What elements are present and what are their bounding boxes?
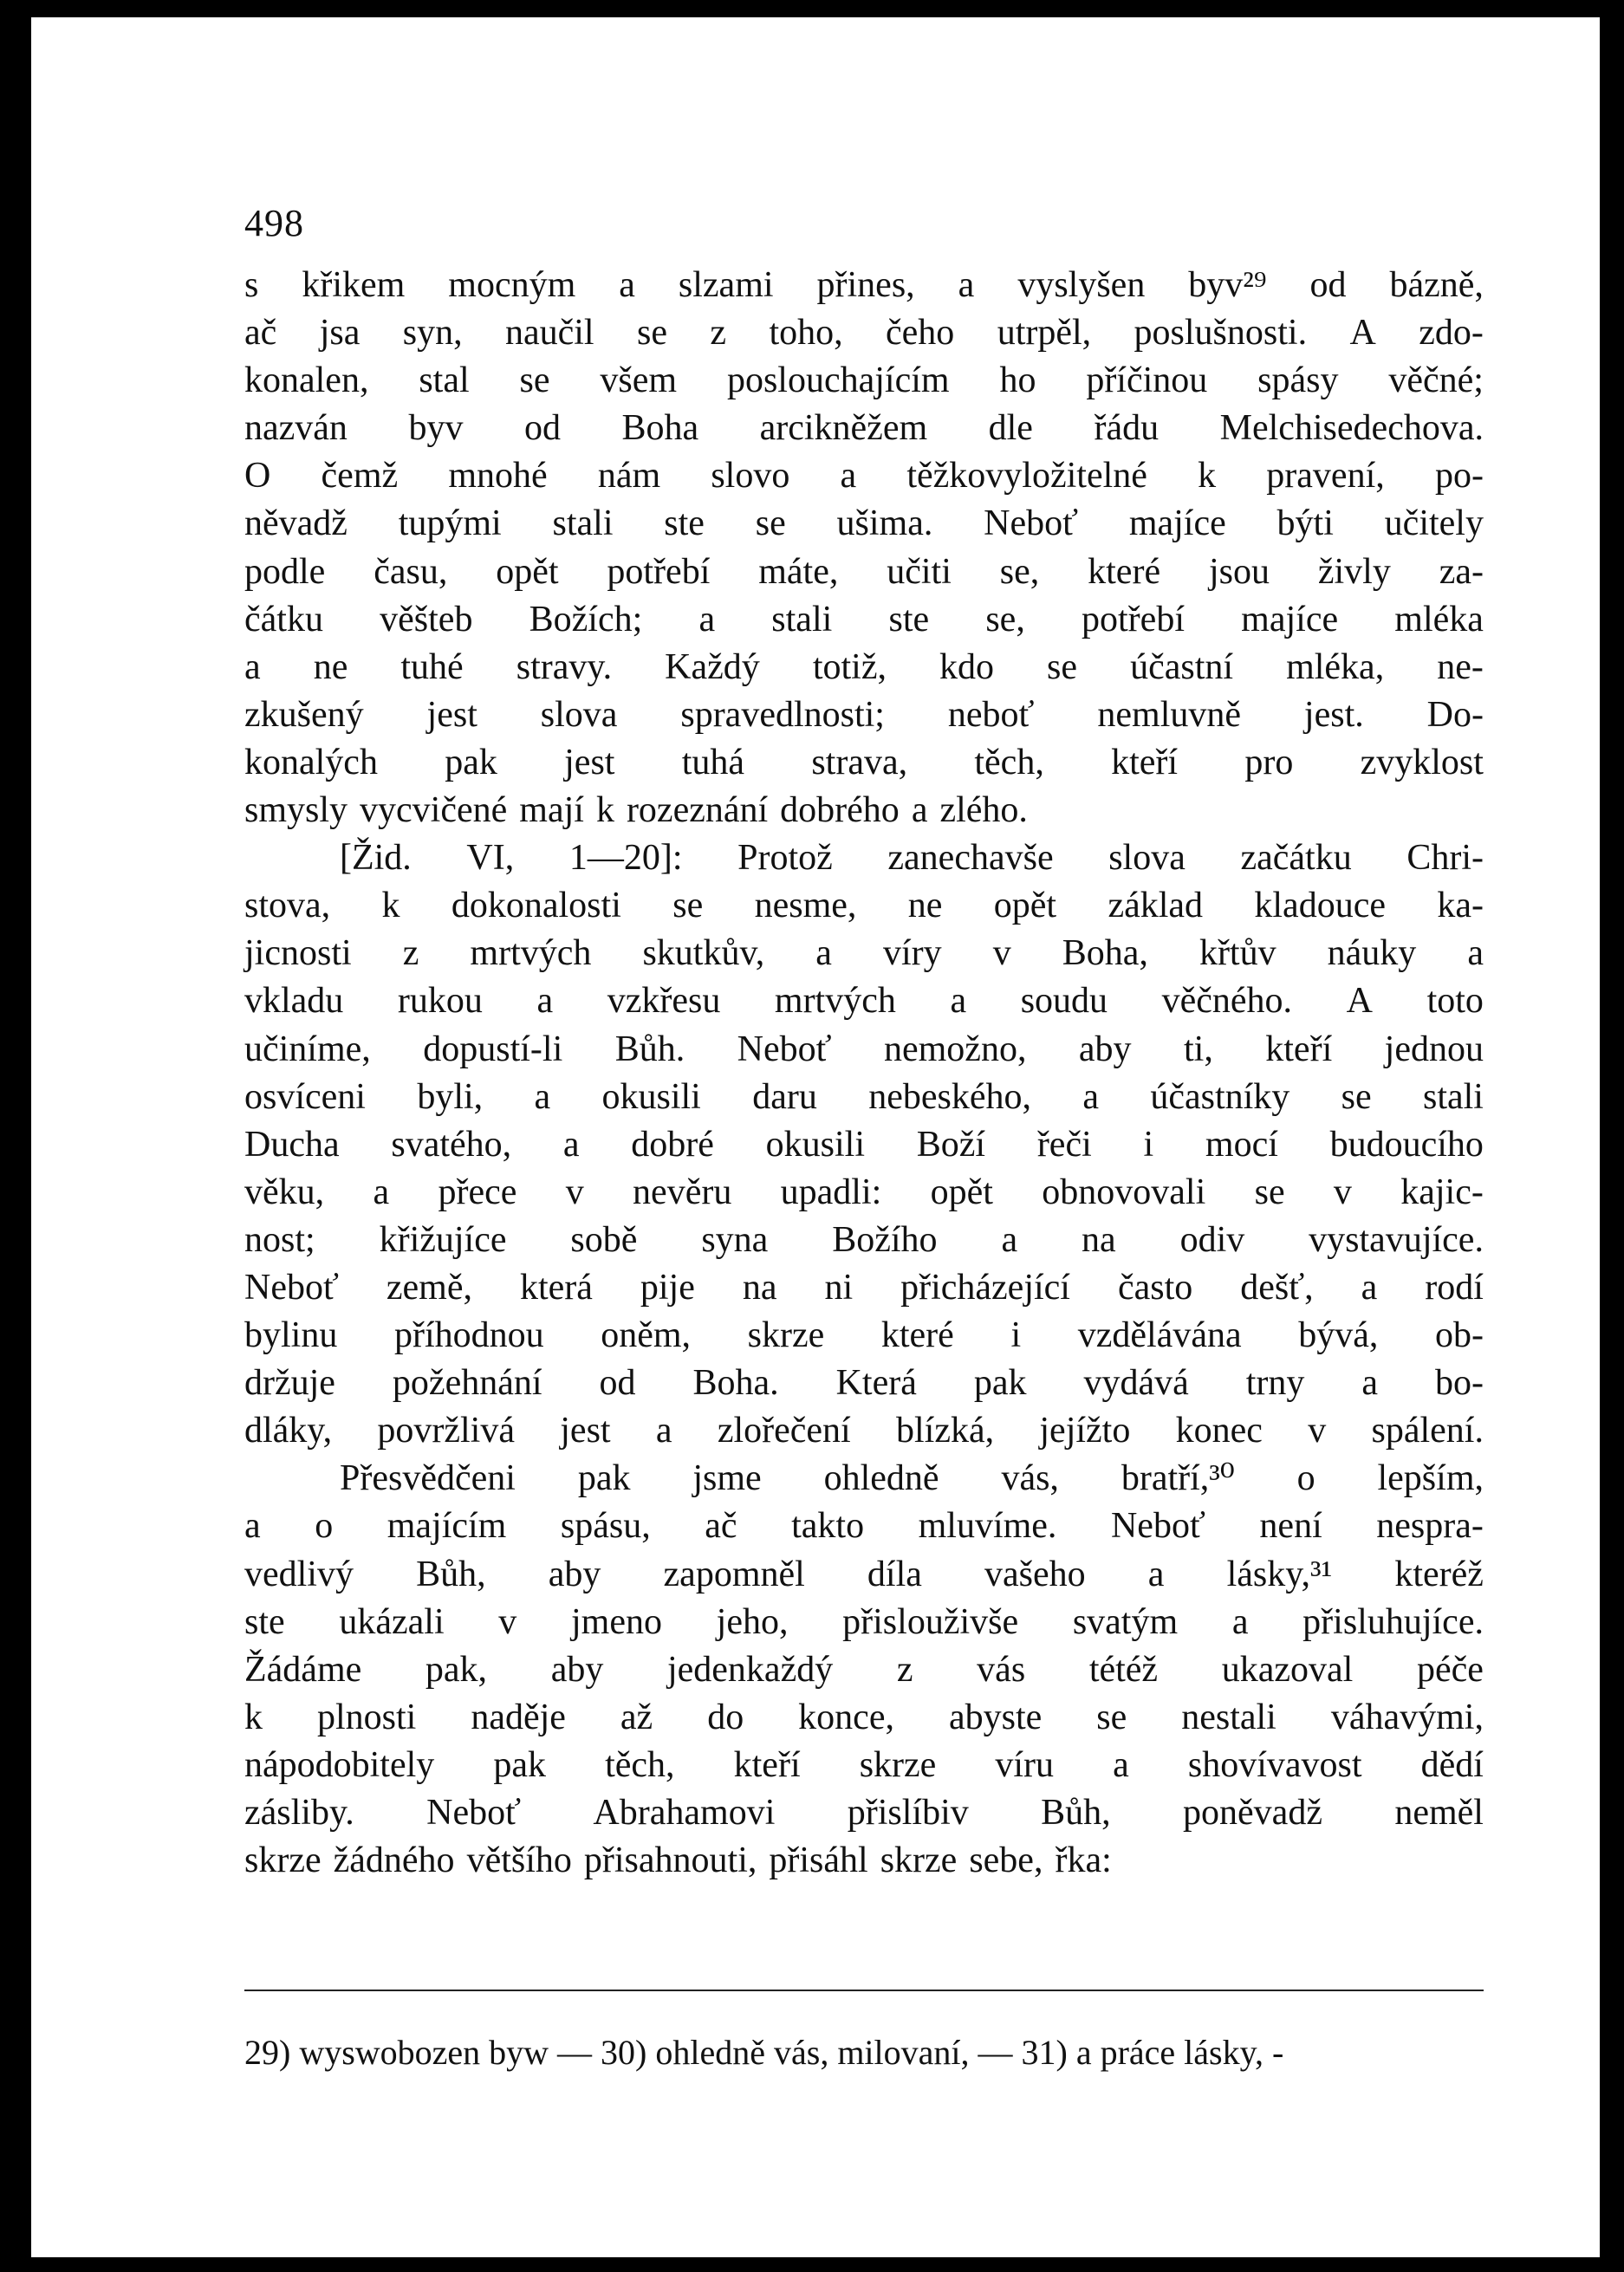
footnotes: 29) wyswobozen byw — 30) ohledně vás, milovaní, — 31) a práce lásky, - <box>244 2033 1284 2072</box>
text-line: něvadž tupými stali ste se ušima. Neboť majíce býti učitely <box>244 503 1484 544</box>
text-line: stova, k dokonalosti se nesme, ne opět základ kladouce ka- <box>244 886 1484 926</box>
text-line: ač jsa syn, naučil se z toho, čeho utrpěl, poslušnosti. A zdo- <box>244 313 1484 354</box>
text-line: k plnosti naděje až do konce, abyste se nestali váhavými, <box>244 1697 1484 1737</box>
text-line: a ne tuhé stravy. Každý totiž, kdo se účastní mléka, ne- <box>244 646 1484 687</box>
text-line: konalen, stal se všem poslouchajícím ho příčinou spásy věčné; <box>244 360 1484 401</box>
text-line: dláky, povržlivá jest a zlořečení blízká, jejížto konec v spálení. <box>244 1411 1484 1451</box>
text-line: s křikem mocným a slzami přines, a vyslyšen byv²⁹ od bázně, <box>244 265 1484 305</box>
body-text <box>244 262 1484 1885</box>
text-line: O čemž mnohé nám slovo a těžkovyložitelné k pravení, po- <box>244 456 1484 497</box>
text-line: zásliby. Neboť Abrahamovi přislíbiv Bůh, poněvadž neměl <box>244 1793 1484 1833</box>
book-page <box>31 17 1600 2257</box>
text-line: věku, a přece v nevěru upadli: opět obnovovali se v kajic- <box>244 1172 1484 1212</box>
text-line: Neboť země, která pije na ni přicházející často dešť, a rodí <box>244 1267 1484 1308</box>
text-line: a o majícím spásu, ač takto mluvíme. Neboť není nespra- <box>244 1506 1484 1547</box>
page-number: 498 <box>244 202 304 244</box>
text-line: ste ukázali v jmeno jeho, přislouživše svatým a přisluhujíce. <box>244 1601 1484 1642</box>
text-line: konalých pak jest tuhá strava, těch, kteří pro zvyklost <box>244 742 1484 782</box>
text-line: Přesvědčeni pak jsme ohledně vás, bratří,³⁰ o lepším, <box>340 1458 1484 1499</box>
footnote-divider <box>244 1990 1484 1991</box>
text-line: [Žid. VI, 1—20]: Protož zanechavše slova začátku Chri- <box>340 838 1484 879</box>
text-line: čátku věšteb Božích; a stali ste se, potřebí majíce mléka <box>244 599 1484 639</box>
text-line: vedlivý Bůh, aby zapomněl díla vašeho a lásky,³¹ kteréž <box>244 1554 1484 1594</box>
text-line: zkušený jest slova spravedlnosti; neboť nemluvně jest. Do- <box>244 694 1484 735</box>
text-line: skrze žádného většího přisahnouti, přisáhl skrze sebe, řka: <box>244 1840 1112 1881</box>
text-line: nápodobitely pak těch, kteří skrze víru a shovívavost dědí <box>244 1744 1484 1785</box>
text-line: nost; křižujíce sobě syna Božího a na odiv vystavujíce. <box>244 1219 1484 1260</box>
text-line: Ducha svatého, a dobré okusili Boží řeči i mocí budoucího <box>244 1124 1484 1165</box>
text-line: jicnosti z mrtvých skutkův, a víry v Boha, křtův náuky a <box>244 933 1484 974</box>
text-line: vkladu rukou a vzkřesu mrtvých a soudu věčného. A toto <box>244 981 1484 1022</box>
text-line: osvíceni byli, a okusili daru nebeského, a účastníky se stali <box>244 1076 1484 1117</box>
text-line: Žádáme pak, aby jedenkaždý z vás tétéž ukazoval péče <box>244 1649 1484 1690</box>
text-line: nazván byv od Boha arcikněžem dle řádu Melchisedechova. <box>244 408 1484 449</box>
text-line: držuje požehnání od Boha. Která pak vydává trny a bo- <box>244 1363 1484 1404</box>
text-line: učiníme, dopustí-li Bůh. Neboť nemožno, aby ti, kteří jednou <box>244 1029 1484 1069</box>
text-line: bylinu příhodnou oněm, skrze které i vzdělávána bývá, ob- <box>244 1315 1484 1356</box>
text-line: smysly vycvičené mají k rozeznání dobrého a zlého. <box>244 790 1028 831</box>
text-line: podle času, opět potřebí máte, učiti se, které jsou živly za- <box>244 551 1484 592</box>
